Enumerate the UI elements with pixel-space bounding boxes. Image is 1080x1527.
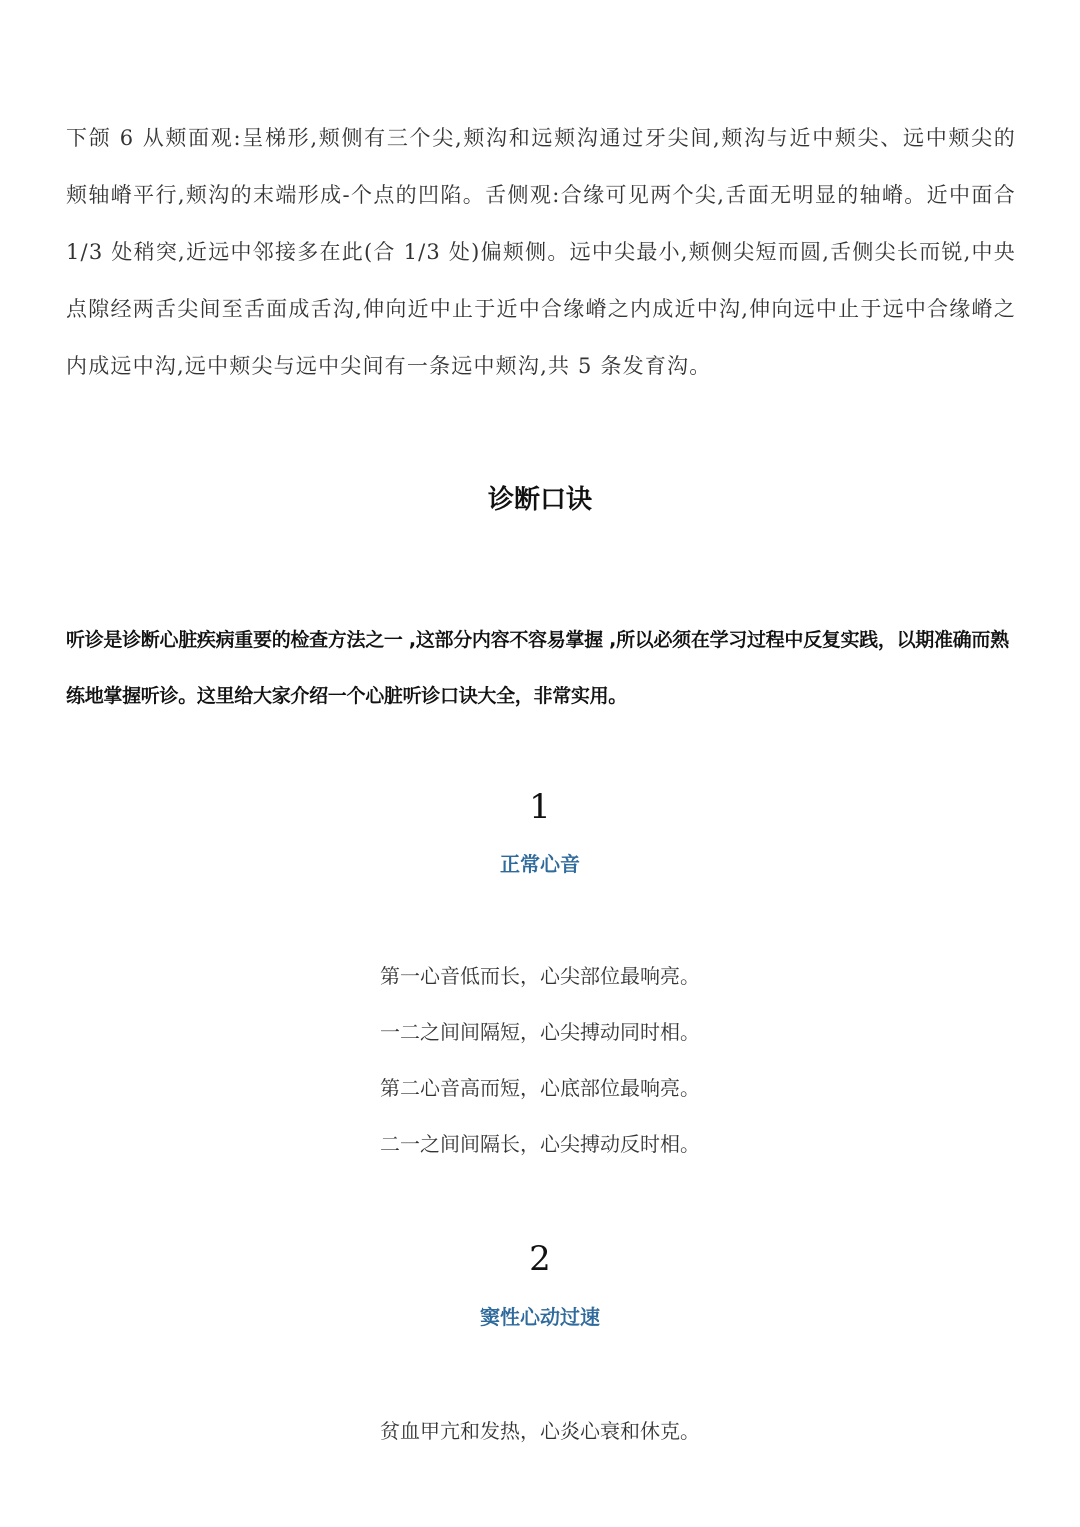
section-title: 诊断口诀 xyxy=(487,485,592,515)
verse-line: 二一之间间隔长，心尖搏动反时相。 xyxy=(380,1132,700,1156)
section-number-1: 1 xyxy=(529,787,551,827)
intro-paragraph: 下颌 6 从颊面观:呈梯形,颊侧有三个尖,颊沟和远颊沟通过牙尖间,颊沟与近中颊尖、远中颊尖的颊轴嵴平行,颊沟的末端形成-个点的凹陷。舌侧观:合缘可见两个尖,舌面无明显的轴嵴。近中面合 1/3 处稍突,近远中邻接多在此(合 1/3 处)偏颊侧。远中尖最小,颊侧尖短而圆,舌侧尖长而锐,中央点隙经两舌尖间至舌面成舌沟,伸向近中止于近中合缘嵴之内成近中沟,伸向远中止于远中合缘嵴之内成远中沟,远中颊尖与远中尖间有一条远中颊沟,共 5 条发育沟。 xyxy=(66,126,1016,378)
section-title-sinus-tachycardia: 窦性心动过速 xyxy=(480,1305,600,1329)
section-number-2: 2 xyxy=(529,1239,551,1279)
verse-line: 一二之间间隔短，心尖搏动同时相。 xyxy=(380,1020,700,1044)
verse-block-2 xyxy=(0,1403,1080,1459)
verse-line: 第二心音高而短，心底部位最响亮。 xyxy=(380,1076,700,1100)
lead-paragraph: 听诊是诊断心脏疾病重要的检查方法之一 ,这部分内容不容易掌握 ,所以必须在学习过程中反复实践，以期准确而熟练地掌握听诊。这里给大家介绍一个心脏听诊口诀大全，非常实用。 xyxy=(66,629,1009,707)
section-title-normal-heart-sounds: 正常心音 xyxy=(500,852,580,876)
verse-line: 贫血甲亢和发热，心炎心衰和休克。 xyxy=(380,1419,700,1443)
verse-block-1 xyxy=(0,948,1080,1172)
verse-line: 第一心音低而长，心尖部位最响亮。 xyxy=(380,964,700,988)
